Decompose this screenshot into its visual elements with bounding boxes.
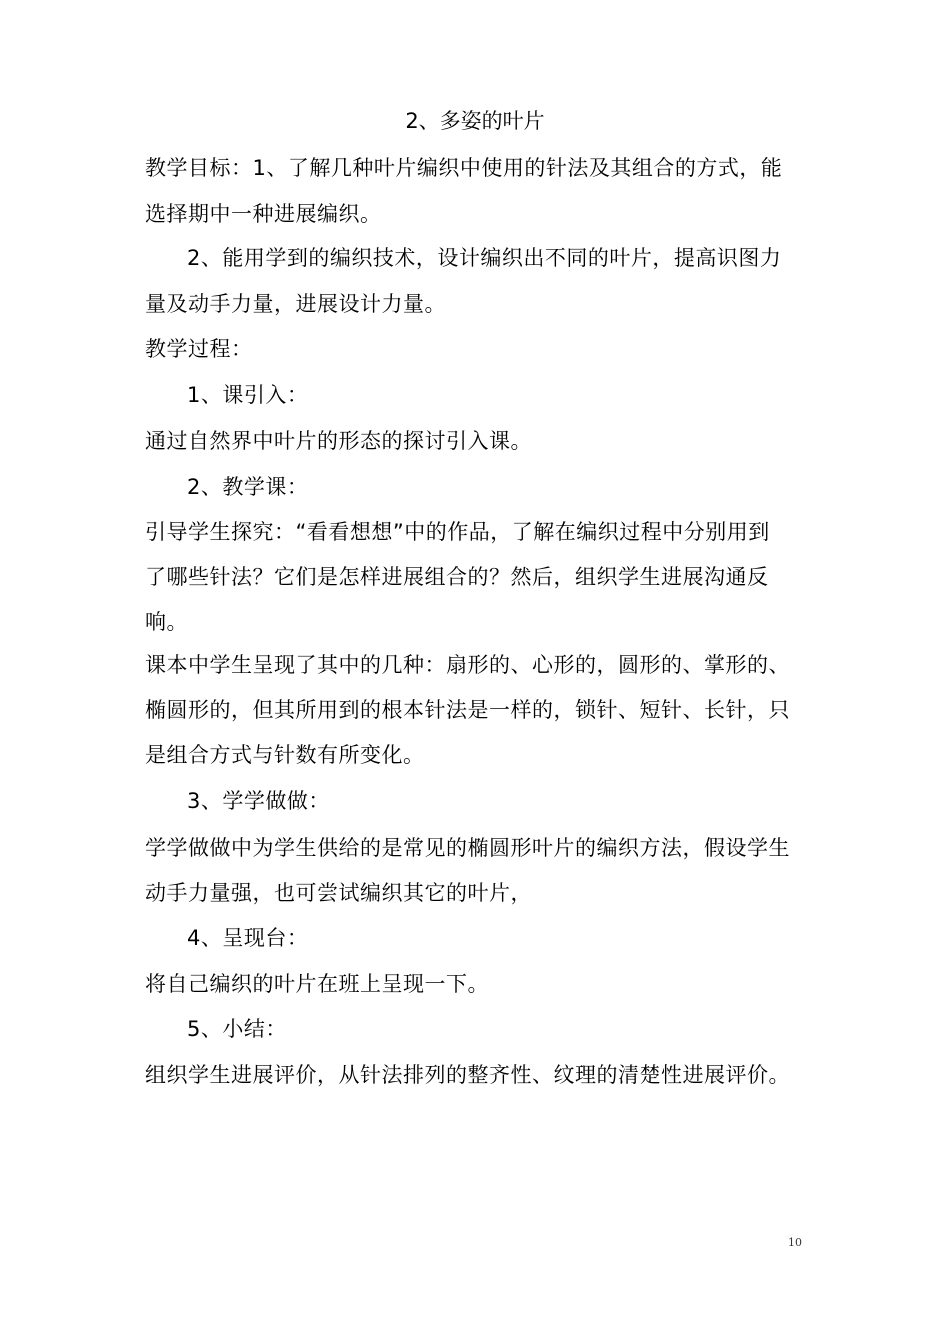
- section-3-text-1: 学学做做中为学生供给的是常见的椭圆形叶片的编织方法，假设学生: [145, 836, 790, 860]
- section-2-text-4: 课本中学生呈现了其中的几种：扇形的、心形的，圆形的、掌形的、: [145, 653, 790, 677]
- section-4-heading: 4、呈现台：: [187, 926, 309, 950]
- section-2-text-3: 响。: [145, 610, 188, 634]
- section-1-text: 通过自然界中叶片的形态的探讨引入课。: [145, 429, 532, 453]
- document-title: 2、多姿的叶片: [405, 109, 545, 133]
- section-1-heading: 1、课引入：: [187, 383, 309, 407]
- section-3-heading: 3、学学做做：: [187, 789, 330, 813]
- objective-line-2: 选择期中一种进展编织。: [145, 202, 382, 226]
- section-4-text: 将自己编织的叶片在班上呈现一下。: [145, 972, 489, 996]
- section-2-text-2: 了哪些针法？它们是怎样进展组合的？然后，组织学生进展沟通反: [145, 565, 769, 589]
- section-2-heading: 2、教学课：: [187, 475, 309, 499]
- page-number: 10: [788, 1236, 802, 1249]
- objective-line-4: 量及动手力量，进展设计力量。: [145, 292, 446, 316]
- section-5-text: 组织学生进展评价，从针法排列的整齐性、纹理的清楚性进展评价。: [145, 1063, 790, 1087]
- section-2-text-1: 引导学生探究：“看看想想”中的作品，了解在编织过程中分别用到: [145, 520, 770, 544]
- section-5-heading: 5、小结：: [187, 1017, 287, 1041]
- process-heading: 教学过程：: [145, 337, 253, 361]
- section-3-text-2: 动手力量强，也可尝试编织其它的叶片，: [145, 881, 532, 905]
- objective-line-1: 教学目标：1、了解几种叶片编织中使用的针法及其组合的方式，能: [145, 156, 783, 180]
- objective-line-3: 2、能用学到的编织技术，设计编织出不同的叶片，提高识图力: [187, 246, 782, 270]
- section-2-text-6: 是组合方式与针数有所变化。: [145, 743, 425, 767]
- section-2-text-5: 椭圆形的，但其所用到的根本针法是一样的，锁针、短针、长针，只: [145, 698, 790, 722]
